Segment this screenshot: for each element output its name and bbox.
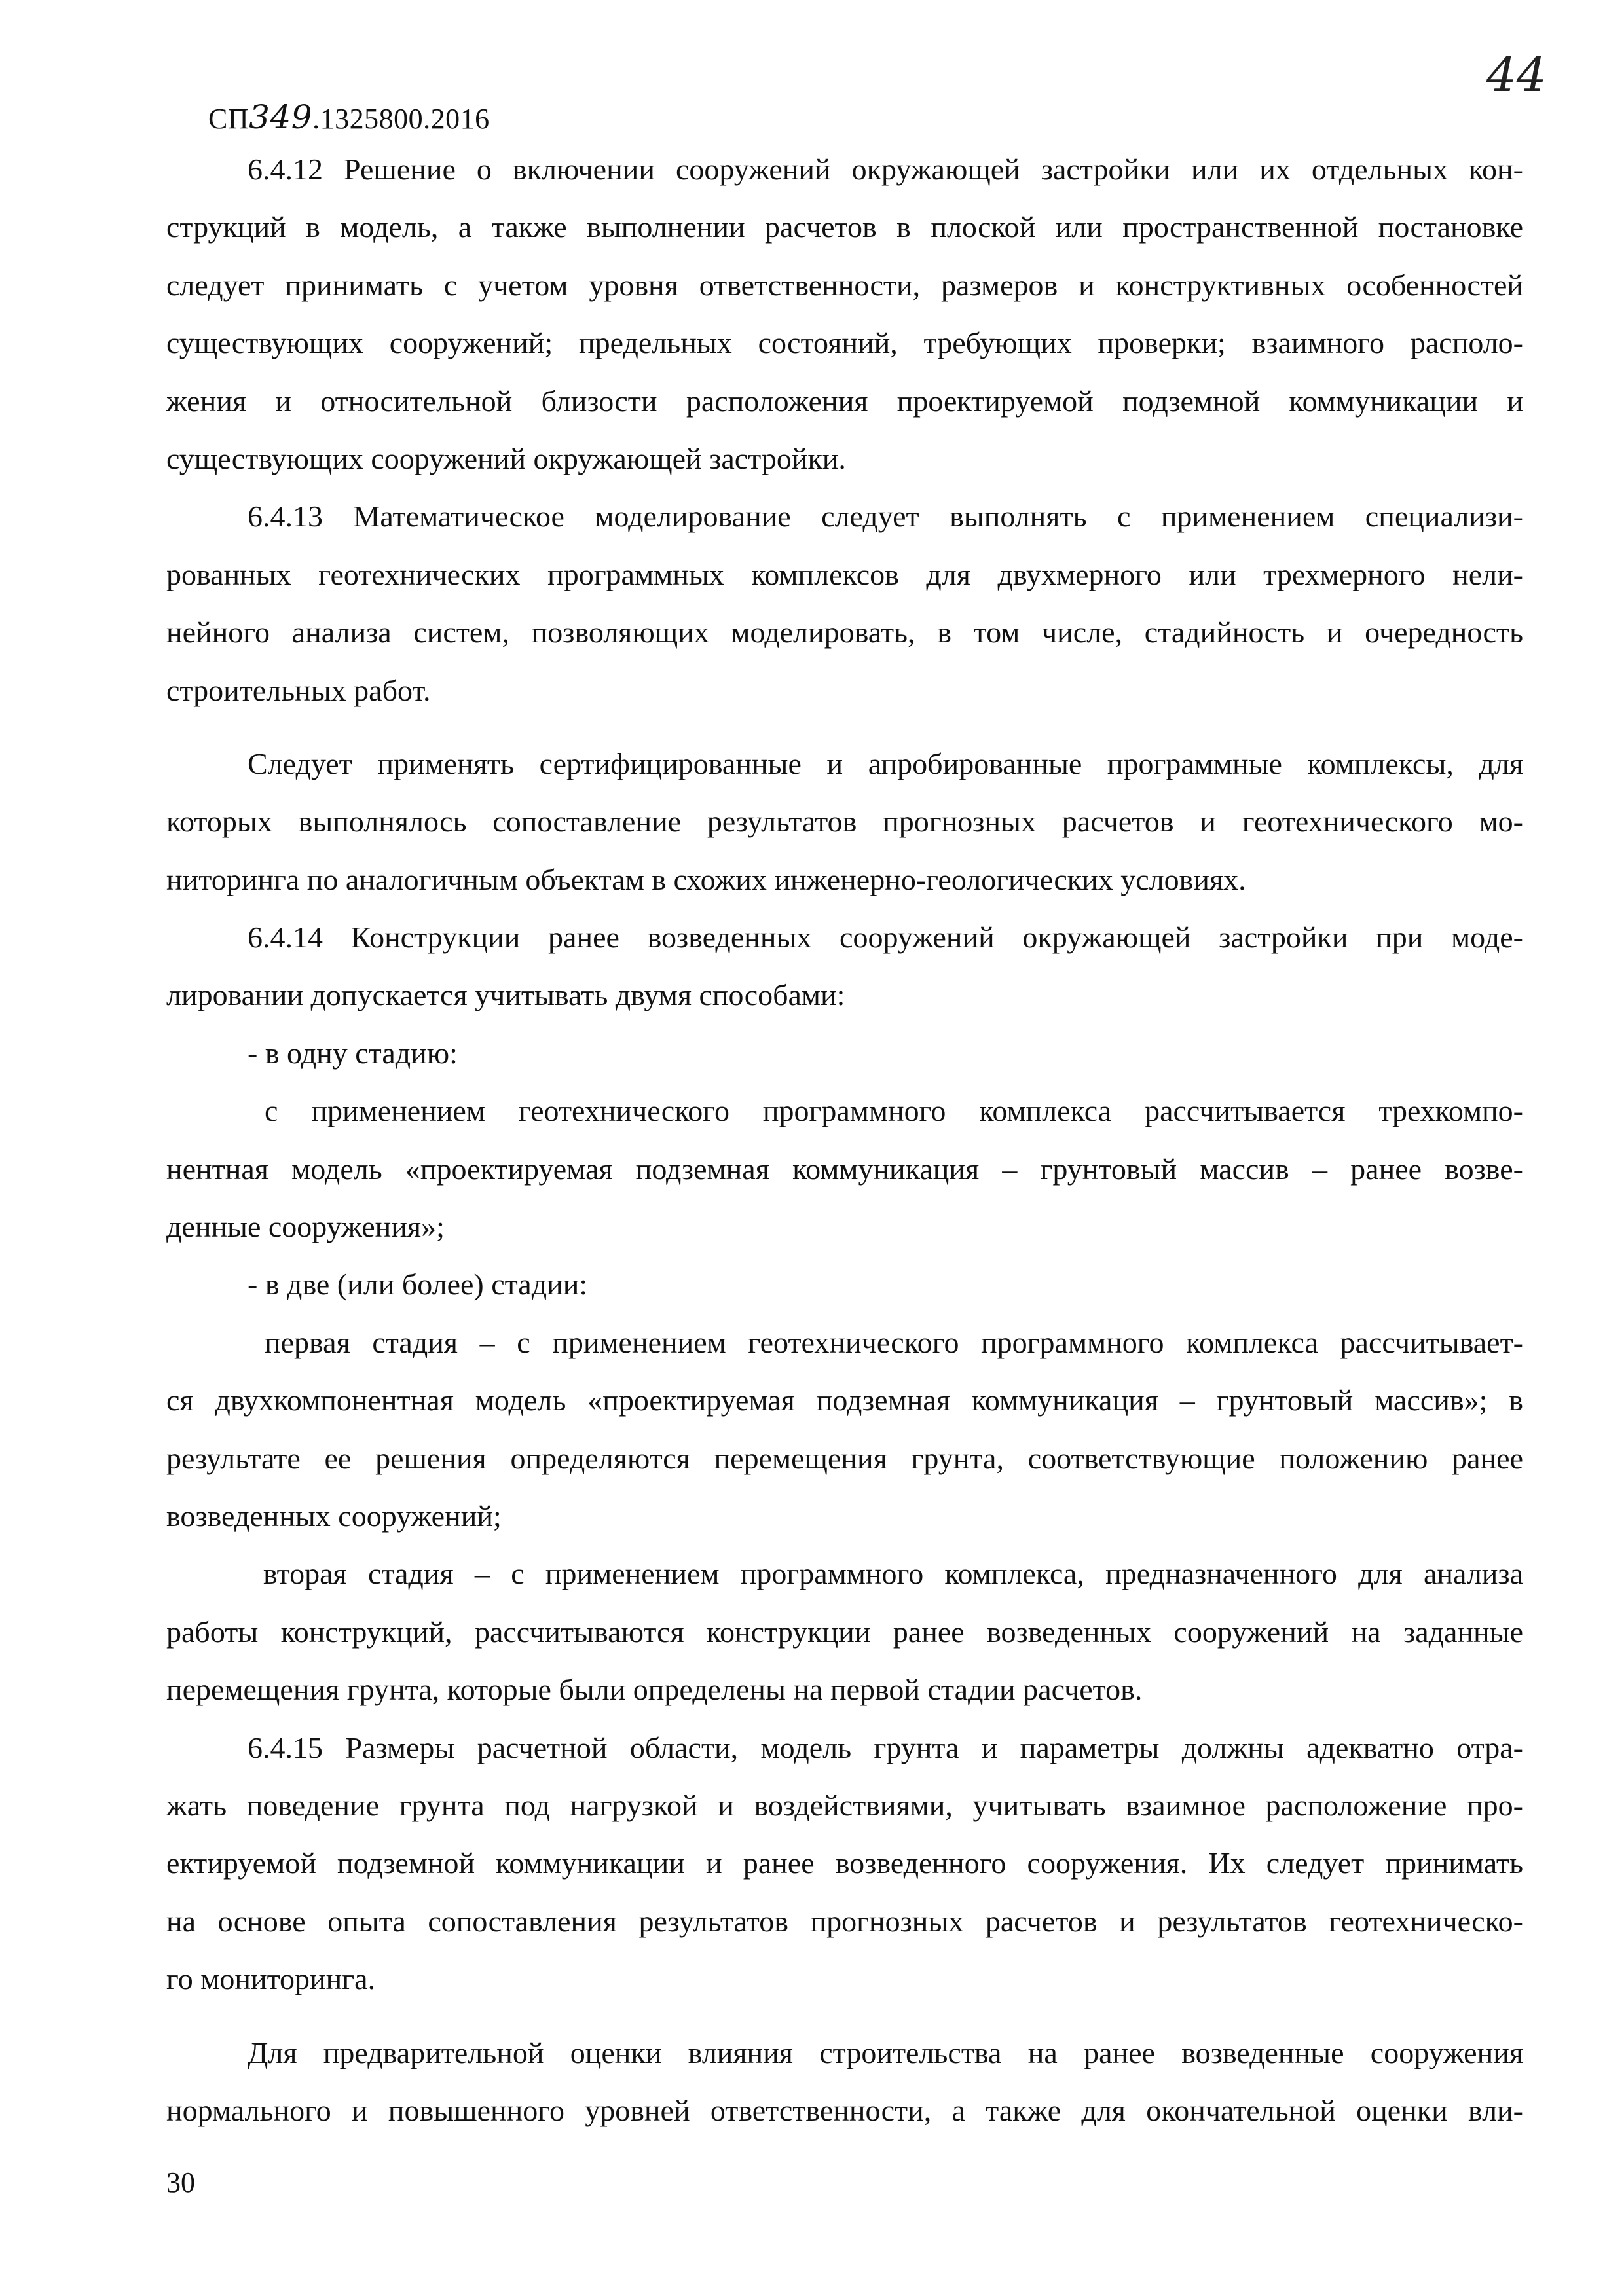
text-line: нентная модель «проектируемая подземная коммуникация – грунтовый массив – ранее возве-	[166, 1152, 1523, 1186]
text-line: ниторинга по аналогичным объектам в схожих инженерно-геологических условиях.	[166, 862, 1246, 896]
text-line: жать поведение грунта под нагрузкой и воздействиями, учитывать взаимное расположение про-	[166, 1788, 1523, 1822]
text-line: возведенных сооружений;	[166, 1499, 502, 1533]
text-line: Следует применять сертифицированные и апробированные программные комплексы, для	[248, 746, 1523, 780]
document-body	[166, 141, 1523, 2140]
text-line: вторая стадия – с применением программного комплекса, предназначенного для анализа	[263, 1557, 1523, 1591]
handwritten-code-insert: 349	[249, 98, 313, 136]
text-line: ектируемой подземной коммуникации и ранее возведенного сооружения. Их следует принимать	[166, 1846, 1523, 1880]
text-line: рованных геотехнических программных комплексов для двухмерного или трехмерного нели-	[166, 557, 1523, 591]
text-line: работы конструкций, рассчитываются конструкции ранее возведенных сооружений на заданные	[166, 1614, 1523, 1649]
text-line: с применением геотехнического программного комплекса рассчитывается трехкомпо-	[265, 1094, 1523, 1128]
text-line: существующих сооружений окружающей застройки.	[166, 441, 846, 475]
text-line: нормального и повышенного уровней ответственности, а также для окончательной оценки вли-	[166, 2093, 1523, 2127]
text-line: первая стадия – с применением геотехнического программного комплекса рассчитывает-	[265, 1325, 1523, 1359]
page-number: 30	[166, 2166, 195, 2198]
text-line: денные сооружения»;	[166, 1210, 445, 1244]
text-line: 6.4.12 Решение о включении сооружений окружающей застройки или их отдельных кон-	[248, 153, 1523, 186]
text-line: 6.4.14 Конструкции ранее возведенных сооружений окружающей застройки при моде-	[248, 920, 1523, 955]
text-line: 6.4.15 Размеры расчетной области, модель грунта и параметры должны адекватно отра-	[248, 1730, 1523, 1764]
handwritten-page-number: 44	[1486, 47, 1547, 102]
text-line: строительных работ.	[166, 673, 431, 707]
text-line: Для предварительной оценки влияния строительства на ранее возведенные сооружения	[248, 2035, 1523, 2069]
text-line: - в две (или более) стадии:	[248, 1267, 588, 1302]
text-line: ся двухкомпонентная модель «проектируемая подземная коммуникация – грунтовый массив»; в	[166, 1383, 1523, 1417]
text-line: результате ее решения определяются перемещения грунта, соответствующие положению ранее	[166, 1441, 1523, 1475]
text-line: которых выполнялось сопоставление результатов прогнозных расчетов и геотехнического мо-	[166, 805, 1523, 839]
text-line: существующих сооружений; предельных состояний, требующих проверки; взаимного располо-	[166, 326, 1523, 360]
text-line: го мониторинга.	[166, 1962, 376, 1996]
text-line: следует принимать с учетом уровня ответственности, размеров и конструктивных особенностей	[166, 268, 1523, 302]
text-line: лировании допускается учитывать двумя способами:	[166, 978, 845, 1012]
text-line: - в одну стадию:	[248, 1036, 458, 1070]
text-line: на основе опыта сопоставления результатов прогнозных расчетов и результатов геотехническо-	[166, 1904, 1523, 1938]
document-code-suffix: .1325800.2016	[312, 103, 490, 135]
text-line: струкций в модель, а также выполнении расчетов в плоской или пространственной постановке	[166, 210, 1523, 244]
text-line: перемещения грунта, которые были определены на первой стадии расчетов.	[166, 1673, 1143, 1707]
document-code-prefix: СП	[208, 103, 249, 135]
text-line: нейного анализа систем, позволяющих моделировать, в том числе, стадийность и очередность	[166, 615, 1523, 649]
text-line: жения и относительной близости расположения проектируемой подземной коммуникации и	[166, 384, 1523, 418]
document-code-header	[208, 98, 490, 136]
text-line: 6.4.13 Математическое моделирование следует выполнять с применением специализи-	[248, 500, 1523, 534]
